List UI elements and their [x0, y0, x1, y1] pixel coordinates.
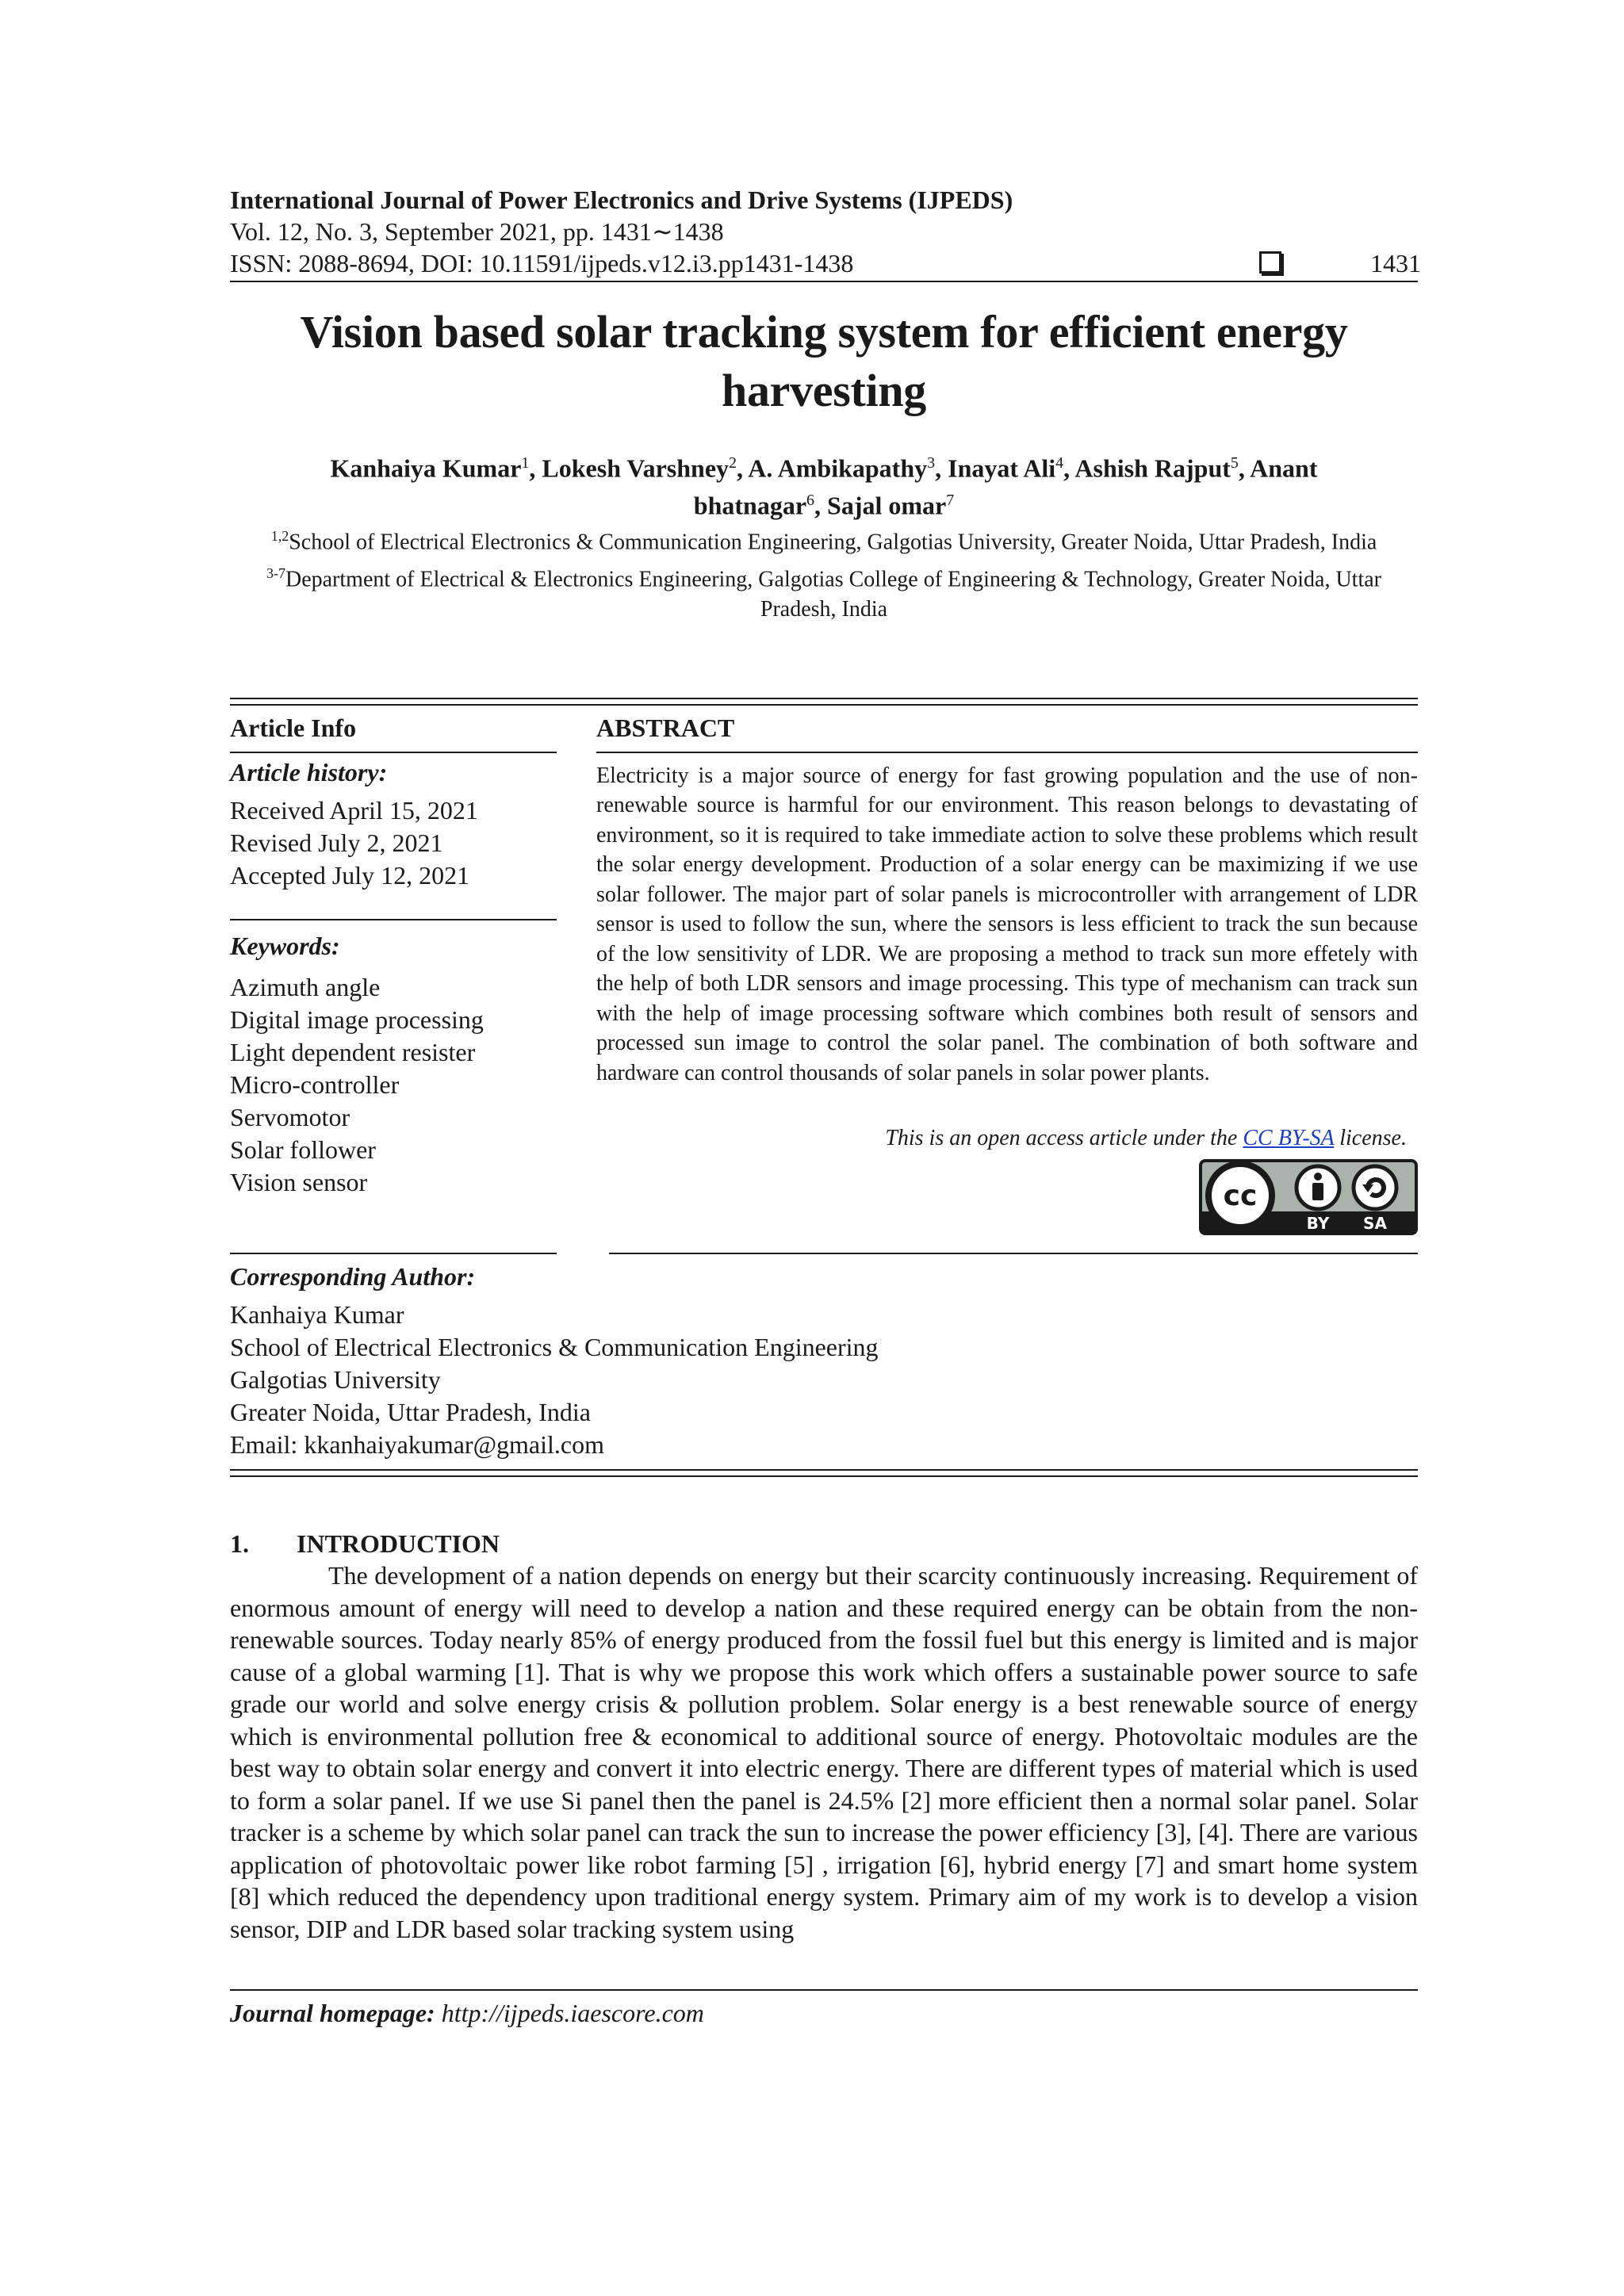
author-separator: ,: [1238, 453, 1251, 483]
article-info-heading: Article Info: [230, 712, 557, 753]
volume-line: Vol. 12, No. 3, September 2021, pp. 1431∼1438: [230, 217, 724, 246]
footer-label: Journal homepage:: [230, 1999, 435, 2028]
author-name: Anant bhatnagar: [693, 453, 1318, 520]
section-number: 1.: [230, 1529, 249, 1559]
author-affiliation-mark: 6: [806, 491, 815, 509]
info-box-split-rules: [230, 1253, 1418, 1254]
keyword-item: Light dependent resister: [230, 1037, 476, 1066]
history-revised: Revised July 2, 2021: [230, 828, 443, 857]
introduction-heading: [230, 1528, 1418, 1559]
author-name: Lokesh Varshney: [542, 453, 730, 483]
author-separator: ,: [529, 453, 542, 483]
info-divider: [230, 919, 557, 920]
affiliation-text: School of Electrical Electronics & Communication Engineering, Galgotias University, Greater Noida, Uttar Pradesh, India: [289, 530, 1377, 555]
author-separator: ,: [1063, 453, 1075, 483]
author-affiliation-mark: 3: [927, 454, 936, 472]
article-info-column: [230, 706, 557, 1236]
keyword-item: Digital image processing: [230, 1004, 484, 1034]
license-prefix: This is an open access article under the: [885, 1126, 1243, 1151]
journal-footer: [230, 1997, 1418, 2029]
article-history-heading: Article history:: [230, 757, 388, 786]
cc-by-sa-link[interactable]: CC BY-SA: [1243, 1126, 1335, 1151]
abstract-column: [596, 706, 1418, 1236]
cc-by-sa-badge-icon[interactable]: [1199, 1159, 1418, 1235]
corr-location: Greater Noida, Uttar Pradesh, India: [230, 1398, 591, 1427]
keyword-item: Azimuth angle: [230, 972, 381, 1001]
abstract-heading: ABSTRACT: [596, 712, 1418, 753]
abstract-text: Electricity is a major source of energy for fast growing population and the use of non-renewable source is harmful for our environment. This reason belongs to devastating of environment, so it is required to take immediate action to solve these problems which result the solar energy development. Production of a solar energy can be maximizing if we use solar follower. The major part of solar panels is microcontroller with arrangement of LDR sensor is used to follow the sun, where the sensors is less efficient to track the sun because of the low sensitivity of LDR. We are proposing a method to track sun more effetely with the help of both LDR sensors and image processing. This type of mechanism can track sun with the help of image processing software which combines both result of sensors and processed sun image to control the solar panel. The combination of both software and hardware can control thousands of solar panels in solar power plants.: [596, 763, 1418, 1085]
section-title: INTRODUCTION: [297, 1529, 500, 1559]
keyword-item: Vision sensor: [230, 1167, 368, 1196]
author-name: A. Ambikapathy: [748, 453, 928, 483]
issn-line: [230, 247, 1421, 282]
footer-rule: [230, 1989, 1418, 1991]
journal-header: [230, 184, 1421, 282]
sa-text: SA: [1363, 1214, 1387, 1234]
corr-university: Galgotias University: [230, 1365, 441, 1395]
journal-homepage-link[interactable]: http://ijpeds.iaescore.com: [441, 1999, 704, 2028]
keywords-heading: Keywords:: [230, 931, 340, 960]
corr-name: Kanhaiya Kumar: [230, 1300, 404, 1330]
author-separator: ,: [935, 453, 948, 483]
author-name: Ashish Rajput: [1074, 453, 1231, 483]
corresponding-author-heading: Corresponding Author:: [230, 1262, 476, 1292]
corresponding-author-details: [230, 1299, 1418, 1461]
author-list: [230, 447, 1418, 521]
corr-email: Email: kkanhaiyakumar@gmail.com: [230, 1430, 604, 1460]
article-info-box: [230, 706, 1418, 1236]
license-suffix: license.: [1334, 1126, 1407, 1151]
corr-department: School of Electrical Electronics & Communication Engineering: [230, 1333, 879, 1362]
author-affiliation-mark: 1: [521, 454, 530, 472]
author-affiliation-mark: 4: [1055, 454, 1064, 472]
history-accepted: Accepted July 12, 2021: [230, 860, 470, 890]
cc-text: cc: [1223, 1180, 1258, 1213]
author-separator: ,: [814, 491, 828, 520]
affiliation-mark: 1,2: [270, 528, 289, 545]
author-name: Sajal omar: [827, 491, 947, 520]
info-box-top-rule: [230, 698, 1418, 706]
keywords-list: [230, 971, 557, 1199]
paper-title: Vision based solar tracking system for efficient energy harvesting: [300, 306, 1348, 416]
cc-badge-wrap: [596, 1159, 1418, 1235]
article-history-list: [230, 794, 557, 892]
introduction-text: The development of a nation depends on energy but their scarcity continuously increasing. Requirement of enormous amount of energy will need to develop a nation and these required energy can be obtain from the non-renewable sources. Today nearly 85% of energy produced from the fossil fuel but this energy is limited and is major cause of a global warming [1]. That is why we propose this work which offers a sustainable power source to safe grade our world and solve energy crisis & pollution problem. Solar energy is a best renewable source of energy which is environmental pollution free & economical to additional source of energy. Photovoltaic modules are the best way to obtain solar energy and convert it into electric energy. There are different types of material which is used to form a solar panel. If we use Si panel then the panel is 24.5% [2] more efficient then a normal solar panel. Solar tracker is a scheme by which solar panel can track the sun to increase the power efficiency [3], [4]. There are various application of photovoltaic power like robot farming [5] , irrigation [6], hybrid energy [7] and smart home system [8] which reduced the dependency upon traditional energy system. Primary aim of my work is to develop a vision sensor, DIP and LDR based solar tracking system using: [230, 1561, 1418, 1943]
by-text: BY: [1306, 1214, 1330, 1234]
author-name: Kanhaiya Kumar: [330, 453, 522, 483]
affiliation: [230, 558, 1418, 625]
affiliation: [230, 521, 1418, 557]
affiliations: [230, 521, 1418, 625]
keyword-item: Micro-controller: [230, 1070, 400, 1099]
author-separator: ,: [737, 453, 749, 483]
license-statement: [596, 1126, 1418, 1151]
square-bullet-icon: [1259, 251, 1281, 274]
author-affiliation-mark: 7: [946, 491, 955, 509]
keyword-item: Solar follower: [230, 1135, 376, 1164]
keyword-item: Servomotor: [230, 1102, 350, 1131]
issn-doi: ISSN: 2088-8694, DOI: 10.11591/ijpeds.v12.i3.pp1431-1438: [230, 249, 854, 277]
history-received: Received April 15, 2021: [230, 795, 478, 825]
page-number: 1431: [1370, 249, 1421, 277]
affiliation-text: Department of Electrical & Electronics Engineering, Galgotias College of Engineering & Technology, Greater Noida, Uttar Pradesh, India: [285, 566, 1381, 622]
info-box-bottom-rule: [230, 1469, 1418, 1477]
author-affiliation-mark: 5: [1230, 454, 1239, 472]
author-name: Inayat Ali: [948, 453, 1056, 483]
affiliation-mark: 3-7: [266, 564, 285, 581]
paper-page: [230, 184, 1421, 2029]
journal-name: International Journal of Power Electronics and Drive Systems (IJPEDS): [230, 186, 1013, 214]
author-affiliation-mark: 2: [729, 454, 737, 472]
